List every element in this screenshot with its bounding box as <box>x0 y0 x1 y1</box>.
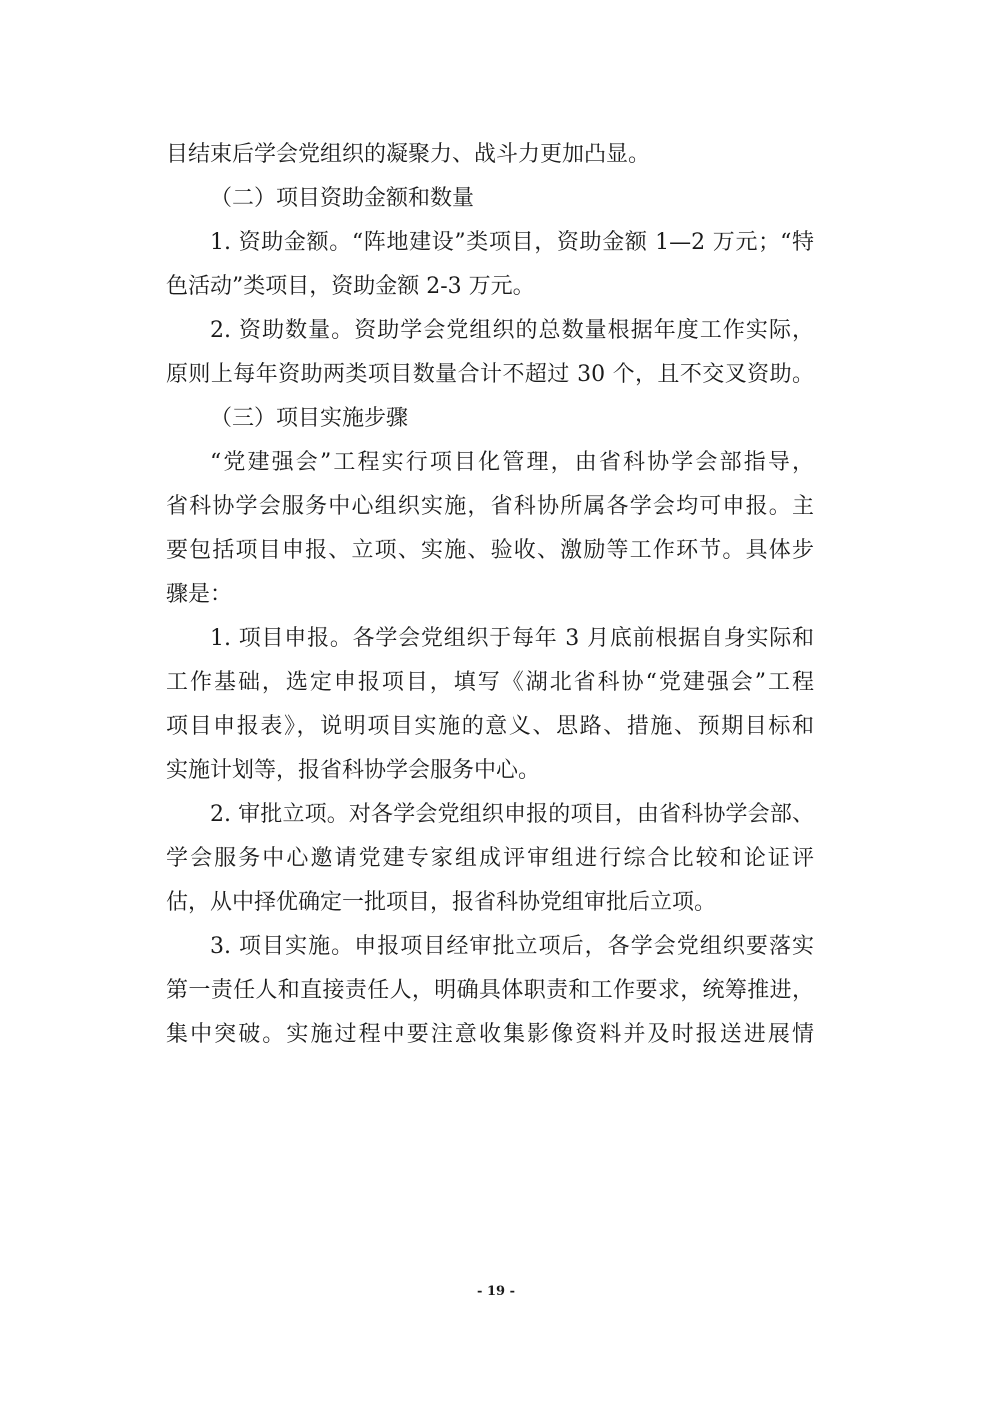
body-line: 集中突破。实施过程中要注意收集影像资料并及时报送进展情 <box>166 1022 814 1047</box>
body-line: 1. 资助金额。“阵地建设”类项目，资助金额 1—2 万元；“特 <box>210 230 814 255</box>
page-number: - 19 - <box>477 1284 515 1299</box>
body-line: 项目申报表》，说明项目实施的意义、思路、措施、预期目标和 <box>166 714 814 739</box>
body-line: 目结束后学会党组织的凝聚力、战斗力更加凸显。 <box>166 142 651 167</box>
body-line: 学会服务中心邀请党建专家组成评审组进行综合比较和论证评 <box>166 846 814 871</box>
body-line: 骤是： <box>166 582 233 607</box>
body-line: 工作基础，选定申报项目，填写《湖北省科协“党建强会”工程 <box>166 670 814 695</box>
body-line: 估，从中择优确定一批项目，报省科协党组审批后立项。 <box>166 890 717 915</box>
body-line: 色活动”类项目，资助金额 2-3 万元。 <box>166 274 535 299</box>
body-line: 3. 项目实施。申报项目经审批立项后，各学会党组织要落实 <box>210 934 814 959</box>
body-line: 第一责任人和直接责任人，明确具体职责和工作要求，统筹推进， <box>166 978 814 1003</box>
body-line: 1. 项目申报。各学会党组织于每年 3 月底前根据自身实际和 <box>210 626 814 651</box>
body-line: 原则上每年资助两类项目数量合计不超过 30 个，且不交叉资助。 <box>166 362 814 387</box>
section-heading: （三）项目实施步骤 <box>210 406 409 431</box>
body-line: “党建强会”工程实行项目化管理，由省科协学会部指导， <box>210 450 814 475</box>
body-line: 2. 资助数量。资助学会党组织的总数量根据年度工作实际， <box>210 318 814 343</box>
section-heading: （二）项目资助金额和数量 <box>210 186 475 211</box>
body-line: 2. 审批立项。对各学会党组织申报的项目，由省科协学会部、 <box>210 802 814 827</box>
body-line: 实施计划等，报省科协学会服务中心。 <box>166 758 541 783</box>
body-line: 省科协学会服务中心组织实施，省科协所属各学会均可申报。主 <box>166 494 814 519</box>
body-line: 要包括项目申报、立项、实施、验收、激励等工作环节。具体步 <box>166 538 814 563</box>
